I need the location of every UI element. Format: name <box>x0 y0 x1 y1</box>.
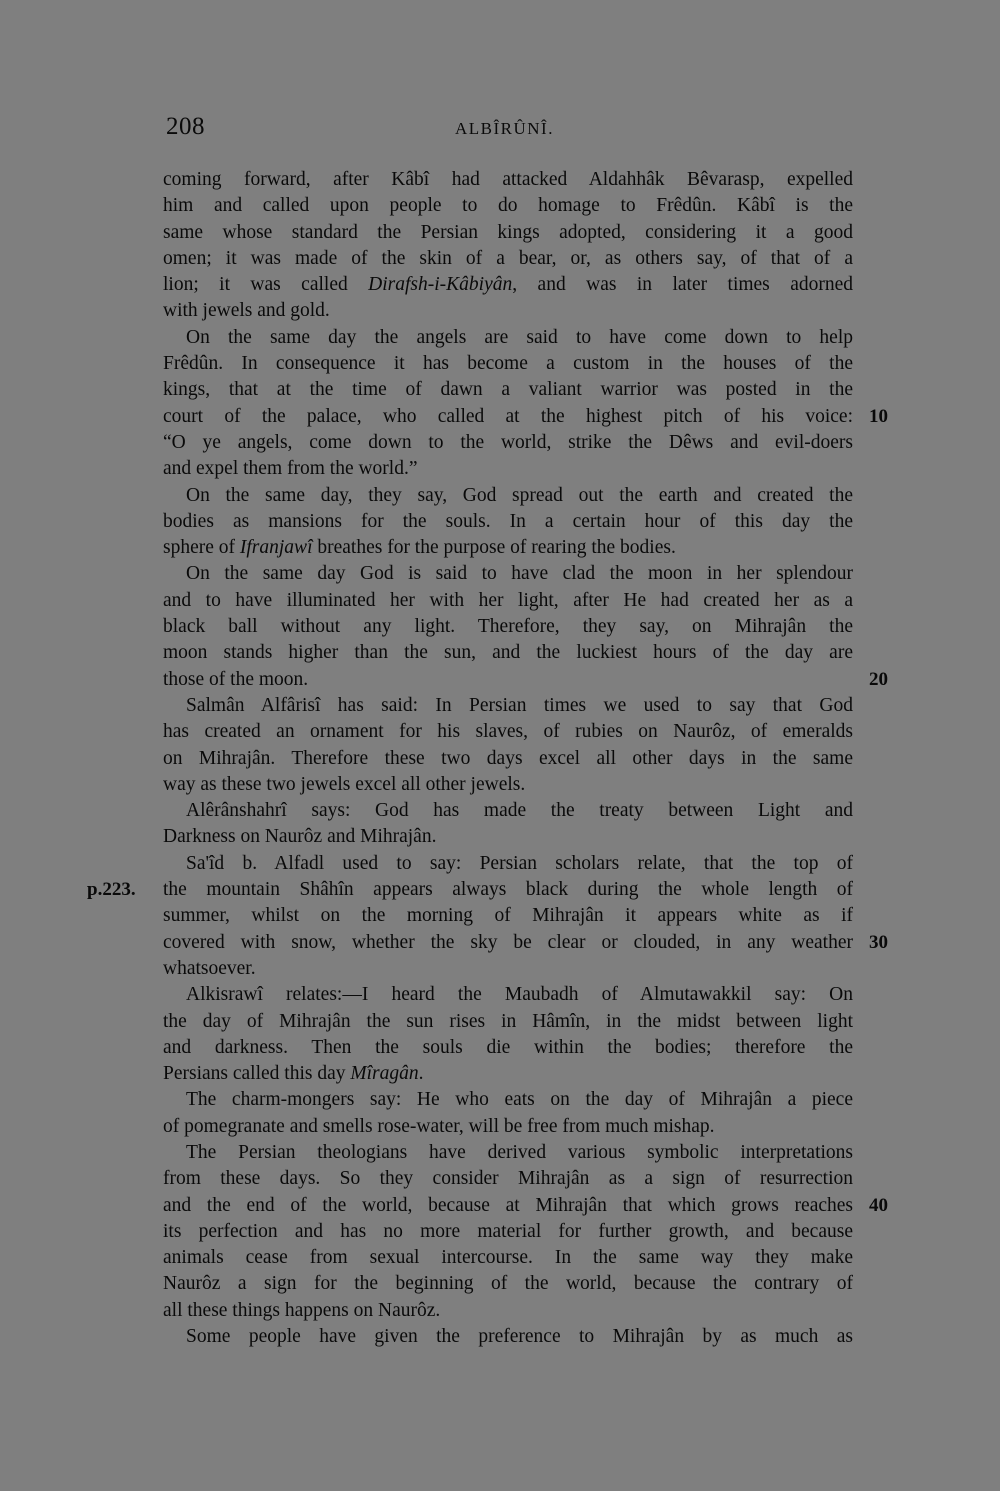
text-line-content: Naurôz a sign for the beginning of the world, because the contrary of <box>163 1273 853 1295</box>
text-line-content: On the same day God is said to have clad the moon in her splendour <box>186 563 853 585</box>
text-line <box>163 903 853 929</box>
text-line <box>163 1035 853 1061</box>
text-line-content: black ball without any light. Therefore, they say, on Mihrajân the <box>163 616 853 638</box>
text-line <box>163 982 853 1008</box>
running-head: ALBÎRÛNÎ. <box>455 119 554 138</box>
text-line <box>163 535 853 561</box>
text-line-content: kings, that at the time of dawn a valiant warrior was posted in the <box>163 379 853 401</box>
text-line <box>163 1324 853 1350</box>
text-line <box>163 588 853 614</box>
text-line-content: Frêdûn. In consequence it has become a custom in the houses of the <box>163 353 853 375</box>
text-line <box>163 719 853 745</box>
text-line-content: covered with snow, whether the sky be clear or clouded, in any weather <box>163 931 853 953</box>
text-line <box>163 220 853 246</box>
text-line <box>163 1009 853 1035</box>
text-line <box>163 351 853 377</box>
text-line-content: those of the moon. <box>163 668 309 690</box>
text-line <box>163 1087 853 1113</box>
text-line <box>163 483 853 509</box>
text-line-content: lion; it was called Dirafsh-i-Kâbiyân, and was in later times adorned <box>163 274 853 296</box>
text-line <box>163 430 853 456</box>
text-line <box>163 1245 853 1271</box>
text-line-content: him and called upon people to do homage to Frêdûn. Kâbî is the <box>163 195 853 217</box>
text-line-content: The Persian theologians have derived various symbolic interpretations <box>186 1141 853 1163</box>
text-line <box>163 193 853 219</box>
text-line <box>163 1271 853 1297</box>
text-line-content: moon stands higher than the sun, and the luckiest hours of the day are <box>163 642 853 664</box>
text-line-content: and darkness. Then the souls die within the bodies; therefore the <box>163 1036 853 1058</box>
text-line-content: On the same day the angels are said to have come down to help <box>186 326 853 348</box>
text-line-content: The charm-mongers say: He who eats on the day of Mihrajân a piece <box>186 1089 853 1111</box>
text-line-content: from these days. So they consider Mihrajân as a sign of resurrection <box>163 1168 853 1190</box>
text-line-content: coming forward, after Kâbî had attacked Aldahhâk Bêvarasp, expelled <box>163 169 853 190</box>
text-line-content: of pomegranate and smells rose-water, will be free from much mishap. <box>163 1115 715 1137</box>
text-line <box>163 824 853 850</box>
text-line <box>163 614 853 640</box>
text-line-content: court of the palace, who called at the highest pitch of his voice: <box>163 405 853 427</box>
text-line-content: same whose standard the Persian kings adopted, considering it a good <box>163 221 853 243</box>
text-line-content: the day of Mihrajân the sun rises in Hâmîn, in the midst between light <box>163 1010 853 1032</box>
body-text <box>87 167 888 1350</box>
line-number-marker: 10 <box>869 405 888 427</box>
text-line-content: Some people have given the preference to Mihrajân by as much as <box>186 1326 853 1348</box>
text-line <box>163 1219 853 1245</box>
text-line <box>163 377 853 403</box>
text-line-content: Darkness on Naurôz and Mihrajân. <box>163 826 437 848</box>
line-number-marker: 20 <box>869 668 888 690</box>
text-line <box>163 1193 888 1219</box>
text-line-content: has created an ornament for his slaves, of rubies on Naurôz, of emeralds <box>163 721 853 743</box>
text-line-content: sphere of Ifranjawî breathes for the purpose of rearing the bodies. <box>163 537 676 559</box>
text-line-content: its perfection and has no more material for further growth, and because <box>163 1220 853 1242</box>
text-line-content: the mountain Shâhîn appears always black during the whole length of <box>163 879 853 901</box>
original-page-reference: p.223. <box>87 879 136 901</box>
text-line-content: and to have illuminated her with her light, after He had created her as a <box>163 589 853 611</box>
text-line <box>163 456 853 482</box>
text-line-content: summer, whilst on the morning of Mihrajân it appears white as if <box>163 905 853 927</box>
text-line <box>163 746 853 772</box>
line-number-marker: 30 <box>869 931 888 953</box>
text-line-content: bodies as mansions for the souls. In a certain hour of this day the <box>163 510 853 532</box>
text-line-content: “O ye angels, come down to the world, strike the Dêws and evil-doers <box>163 431 853 453</box>
text-line <box>163 693 853 719</box>
text-line <box>163 772 853 798</box>
text-line <box>163 509 853 535</box>
text-line <box>163 640 853 666</box>
text-line-content: animals cease from sexual intercourse. In the same way they make <box>163 1247 853 1269</box>
text-line <box>163 1140 853 1166</box>
text-line <box>163 272 853 298</box>
page-number: 208 <box>166 113 205 140</box>
text-line <box>163 667 888 693</box>
text-line <box>163 404 888 430</box>
text-line <box>163 167 853 193</box>
text-line-content: with jewels and gold. <box>163 300 330 322</box>
text-line-content: all these things happens on Naurôz. <box>163 1299 441 1321</box>
text-line-content: omen; it was made of the skin of a bear, or, as others say, of that of a <box>163 247 853 269</box>
text-line <box>163 1298 853 1324</box>
text-line <box>163 298 853 324</box>
text-line <box>163 1166 853 1192</box>
text-line <box>163 1061 853 1087</box>
text-line <box>163 798 853 824</box>
text-line-content: Alêrânshahrî says: God has made the treaty between Light and <box>186 800 853 822</box>
text-line <box>163 325 853 351</box>
text-line <box>163 1114 853 1140</box>
text-line-content: and expel them from the world.” <box>163 458 418 480</box>
text-line <box>163 851 853 877</box>
text-line <box>163 561 853 587</box>
text-line-content: Alkisrawî relates:—I heard the Maubadh of Almutawakkil say: On <box>186 984 853 1006</box>
text-line-content: Sa'îd b. Alfadl used to say: Persian scholars relate, that the top of <box>186 852 853 874</box>
text-line <box>163 956 853 982</box>
text-line-content: Salmân Alfârisî has said: In Persian times we used to say that God <box>186 694 853 716</box>
text-line-content: whatsoever. <box>163 957 256 979</box>
text-line-content: and the end of the world, because at Mihrajân that which grows reaches <box>163 1194 853 1216</box>
text-line <box>163 930 888 956</box>
text-line <box>163 246 853 272</box>
text-line-content: On the same day, they say, God spread out the earth and created the <box>186 484 853 506</box>
text-line-content: on Mihrajân. Therefore these two days excel all other days in the same <box>163 747 853 769</box>
text-line <box>87 877 853 903</box>
line-number-marker: 40 <box>869 1194 888 1216</box>
text-line-content: way as these two jewels excel all other jewels. <box>163 773 526 795</box>
text-line-content: Persians called this day Mîragân. <box>163 1063 424 1085</box>
